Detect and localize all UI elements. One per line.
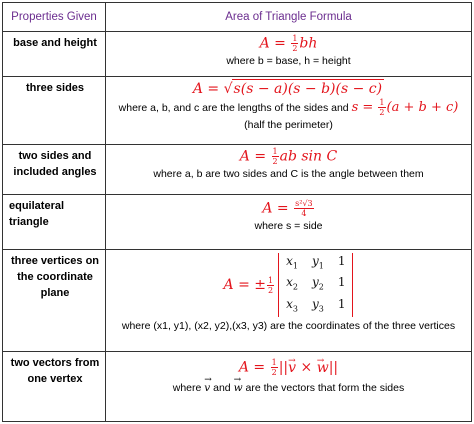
property-cell: equilateral triangle <box>3 195 106 250</box>
area-formula-table <box>2 2 472 422</box>
formula: A = $\frac{1}{2}$ ab sin C <box>239 147 338 166</box>
formula-cell <box>106 77 472 145</box>
property-cell: three sides <box>3 77 106 145</box>
formula-description: where a, b, and c are the lengths of the sides and s = $\frac{1}{2}$ (a + b + c) (half the perimeter) <box>118 98 459 131</box>
formula-cell <box>106 352 472 422</box>
formula-cell <box>106 145 472 195</box>
formula: A = $\frac{\text{s²√3}}{4}$ <box>262 199 313 218</box>
vector-v-label: → v <box>204 380 210 396</box>
vector-v: → v <box>288 359 296 377</box>
formula <box>106 34 471 53</box>
formula-description: where s = side <box>254 220 323 232</box>
fraction: $\frac{1}{2}$ <box>292 34 298 53</box>
formula: A = ± $\frac{1}{2}$ $x_1$ $y_1$ 1 $x_2$ $y_2$ 1 $x_3$ $y_3$ 1 <box>106 253 471 317</box>
sqrt-sign: √ <box>223 81 233 97</box>
formula-cell <box>106 32 472 77</box>
formula-lhs: A = <box>259 35 286 52</box>
property-cell: two vectors from one vertex <box>3 352 106 422</box>
formula-description: where b = base, h = height <box>226 55 351 67</box>
formula-cell <box>106 250 472 352</box>
header-row <box>3 3 472 32</box>
table-row <box>3 195 472 250</box>
formula-description: where → v and → w are the vectors that form the sides <box>106 380 471 396</box>
header-properties: Properties Given <box>3 3 106 32</box>
table-row <box>3 352 472 422</box>
property-cell: base and height <box>3 32 106 77</box>
formula-description: where a, b are two sides and C is the angle between them <box>153 168 424 180</box>
radicand: s(s − a)(s − b)(s − c) <box>233 81 383 97</box>
semiperimeter-formula: s = $\frac{1}{2}$ (a + b + c) <box>351 98 459 117</box>
formula: A = $\frac{1}{2}$ ||→ v × → w|| <box>106 358 471 377</box>
vector-w: → w <box>317 359 329 377</box>
table-row <box>3 250 472 352</box>
property-cell: three vertices on the coordinate plane <box>3 250 106 352</box>
formula: A = √s(s − a)(s − b)(s − c) <box>192 81 383 97</box>
formula-rest: bh <box>299 35 318 52</box>
table-row <box>3 145 472 195</box>
header-formula: Area of Triangle Formula <box>106 3 472 32</box>
table-row <box>3 77 472 145</box>
formula-cell <box>106 195 472 250</box>
vector-w-label: → w <box>234 380 243 396</box>
formula-description: where (x1, y1), (x2, y2),(x3, y3) are the coordinates of the three vertices <box>121 320 456 333</box>
table-row <box>3 32 472 77</box>
determinant-matrix: $x_1$ $y_1$ 1 $x_2$ $y_2$ 1 $x_3$ $y_3$ 1 <box>278 253 353 317</box>
property-cell: two sides and included angles <box>3 145 106 195</box>
